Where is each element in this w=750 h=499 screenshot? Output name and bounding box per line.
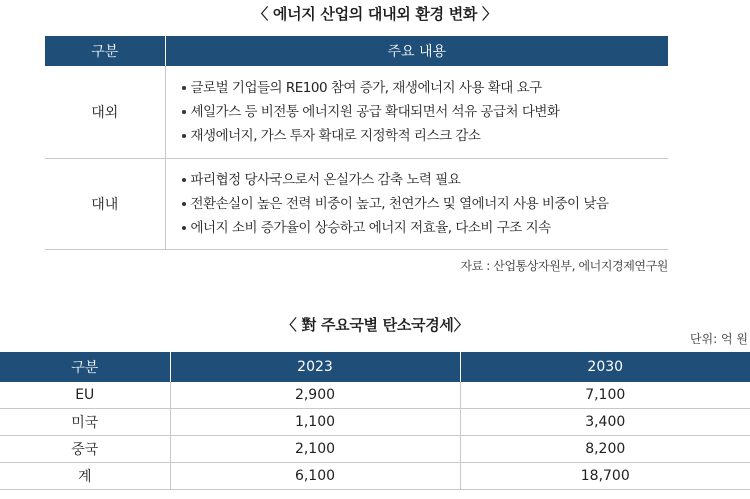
table-row-external — [45, 66, 668, 159]
column-header-2023: 2023 — [170, 352, 460, 382]
bullet-list — [166, 168, 669, 240]
cell-region: 중국 — [0, 436, 170, 463]
cell-value-2023: 1,100 — [170, 409, 460, 436]
cell-value-2023: 6,100 — [170, 463, 460, 490]
cell-value-2023: 2,100 — [170, 436, 460, 463]
table-row-total — [0, 463, 750, 490]
column-header-category: 구분 — [45, 36, 165, 66]
cell-region: EU — [0, 382, 170, 409]
column-header-content: 주요 내용 — [165, 36, 668, 66]
cell-value-2023: 2,900 — [170, 382, 460, 409]
table-header-row — [0, 352, 750, 382]
row-category-internal: 대내 — [45, 159, 165, 250]
table-row — [0, 382, 750, 409]
list-item: 셰일가스 등 비전통 에너지원 공급 확대되면서 석유 공급처 다변화 — [182, 100, 669, 124]
section1-title: 〈 에너지 산업의 대내외 환경 변화 〉 — [253, 5, 497, 23]
list-item: 전환손실이 높은 전력 비중이 높고, 천연가스 및 열에너지 사용 비중이 낮음 — [182, 192, 669, 216]
environment-change-table — [45, 36, 668, 250]
list-item: 파리협정 당사국으로서 온실가스 감축 노력 필요 — [182, 168, 669, 192]
list-item: 글로벌 기업들의 RE100 참여 증가, 재생에너지 사용 확대 요구 — [182, 76, 669, 100]
cell-region: 미국 — [0, 409, 170, 436]
unit-label: 단위: 억 원 — [689, 332, 748, 346]
carbon-border-tax-table — [0, 352, 750, 490]
table-row — [0, 409, 750, 436]
table-row — [0, 436, 750, 463]
list-item: 재생에너지, 가스 투자 확대로 지정학적 리스크 감소 — [182, 124, 669, 148]
row-content-external — [165, 66, 668, 159]
row-category-external: 대외 — [45, 66, 165, 159]
column-header-2030: 2030 — [460, 352, 750, 382]
source-note: 자료 : 산업통상자원부, 에너지경제연구원 — [460, 259, 668, 273]
column-header-category: 구분 — [0, 352, 170, 382]
section2-title: 〈 對 주요국별 탄소국경세〉 — [281, 316, 469, 334]
cell-value-2030: 18,700 — [460, 463, 750, 490]
table-header-row — [45, 36, 668, 66]
cell-value-2030: 7,100 — [460, 382, 750, 409]
row-content-internal — [165, 159, 668, 250]
cell-region: 계 — [0, 463, 170, 490]
list-item: 에너지 소비 증가율이 상승하고 에너지 저효율, 다소비 구조 지속 — [182, 216, 669, 240]
bullet-list — [166, 76, 669, 148]
table-row-internal — [45, 159, 668, 250]
cell-value-2030: 3,400 — [460, 409, 750, 436]
cell-value-2030: 8,200 — [460, 436, 750, 463]
